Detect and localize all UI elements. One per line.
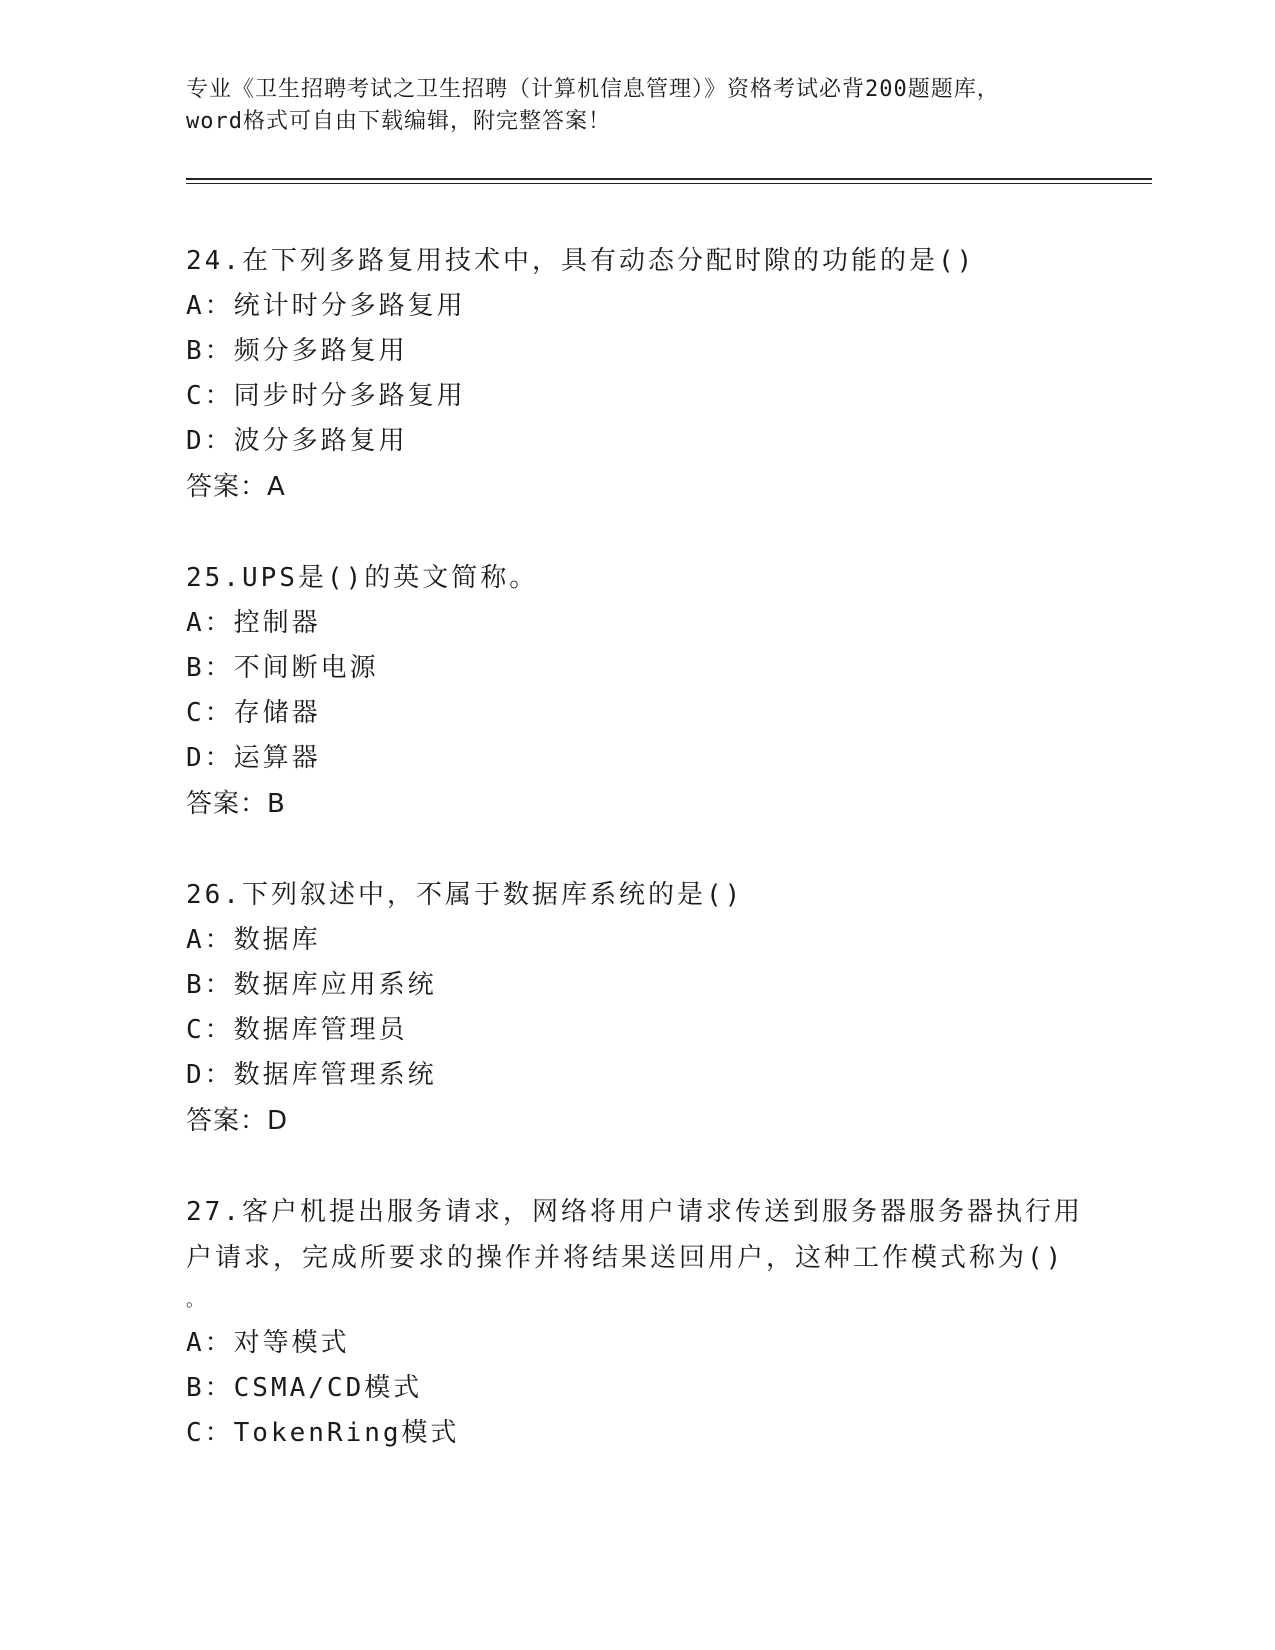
question-stem-tail: 。 bbox=[186, 1290, 207, 1311]
question-stem-line: 25.UPS是()的英文简称。 bbox=[186, 563, 539, 593]
question-stem-line: 户请求，完成所要求的操作并将结果送回用户，这种工作模式称为() bbox=[186, 1243, 1065, 1273]
question-list bbox=[186, 238, 1086, 1501]
question-stem bbox=[186, 872, 1086, 918]
option-d: D：运算器 bbox=[186, 743, 321, 773]
option-d: D：数据库管理系统 bbox=[186, 1060, 437, 1090]
question-stem-line: 26.下列叙述中，不属于数据库系统的是() bbox=[186, 880, 744, 910]
option-b: B：数据库应用系统 bbox=[186, 970, 437, 1000]
option-b: B：不间断电源 bbox=[186, 653, 379, 683]
question-stem bbox=[186, 555, 1086, 601]
question-stem bbox=[186, 1189, 1086, 1321]
question-stem-line: 24.在下列多路复用技术中，具有动态分配时隙的功能的是() bbox=[186, 246, 976, 276]
question-item bbox=[186, 872, 1086, 1144]
header-line-2: word格式可自由下载编辑，附完整答案！ bbox=[186, 109, 611, 134]
header-line-1: 专业《卫生招聘考试之卫生招聘（计算机信息管理）》资格考试必背200题题库， bbox=[186, 77, 1000, 102]
question-stem-line: 27.客户机提出服务请求，网络将用户请求传送到服务器服务器执行用 bbox=[186, 1197, 1083, 1227]
answer-line: 答案：B bbox=[186, 789, 286, 819]
option-c: C：同步时分多路复用 bbox=[186, 381, 466, 411]
option-a: A：控制器 bbox=[186, 608, 321, 638]
answer-line: 答案：D bbox=[186, 1106, 289, 1136]
option-b: B：CSMA/CD模式 bbox=[186, 1373, 423, 1403]
option-a: A：数据库 bbox=[186, 925, 321, 955]
question-item bbox=[186, 1189, 1086, 1456]
question-stem bbox=[186, 238, 1086, 284]
option-c: C：存储器 bbox=[186, 698, 321, 728]
header-divider-thin bbox=[186, 183, 1152, 184]
option-c: C：数据库管理员 bbox=[186, 1015, 408, 1045]
question-item bbox=[186, 555, 1086, 827]
question-item bbox=[186, 238, 1086, 510]
option-d: D：波分多路复用 bbox=[186, 426, 408, 456]
option-b: B：频分多路复用 bbox=[186, 336, 408, 366]
option-c: C：TokenRing模式 bbox=[186, 1418, 460, 1448]
header-divider-thick bbox=[186, 178, 1152, 180]
option-a: A：统计时分多路复用 bbox=[186, 291, 466, 321]
answer-line: 答案：A bbox=[186, 472, 286, 502]
option-a: A：对等模式 bbox=[186, 1328, 350, 1358]
document-header bbox=[186, 74, 1086, 138]
